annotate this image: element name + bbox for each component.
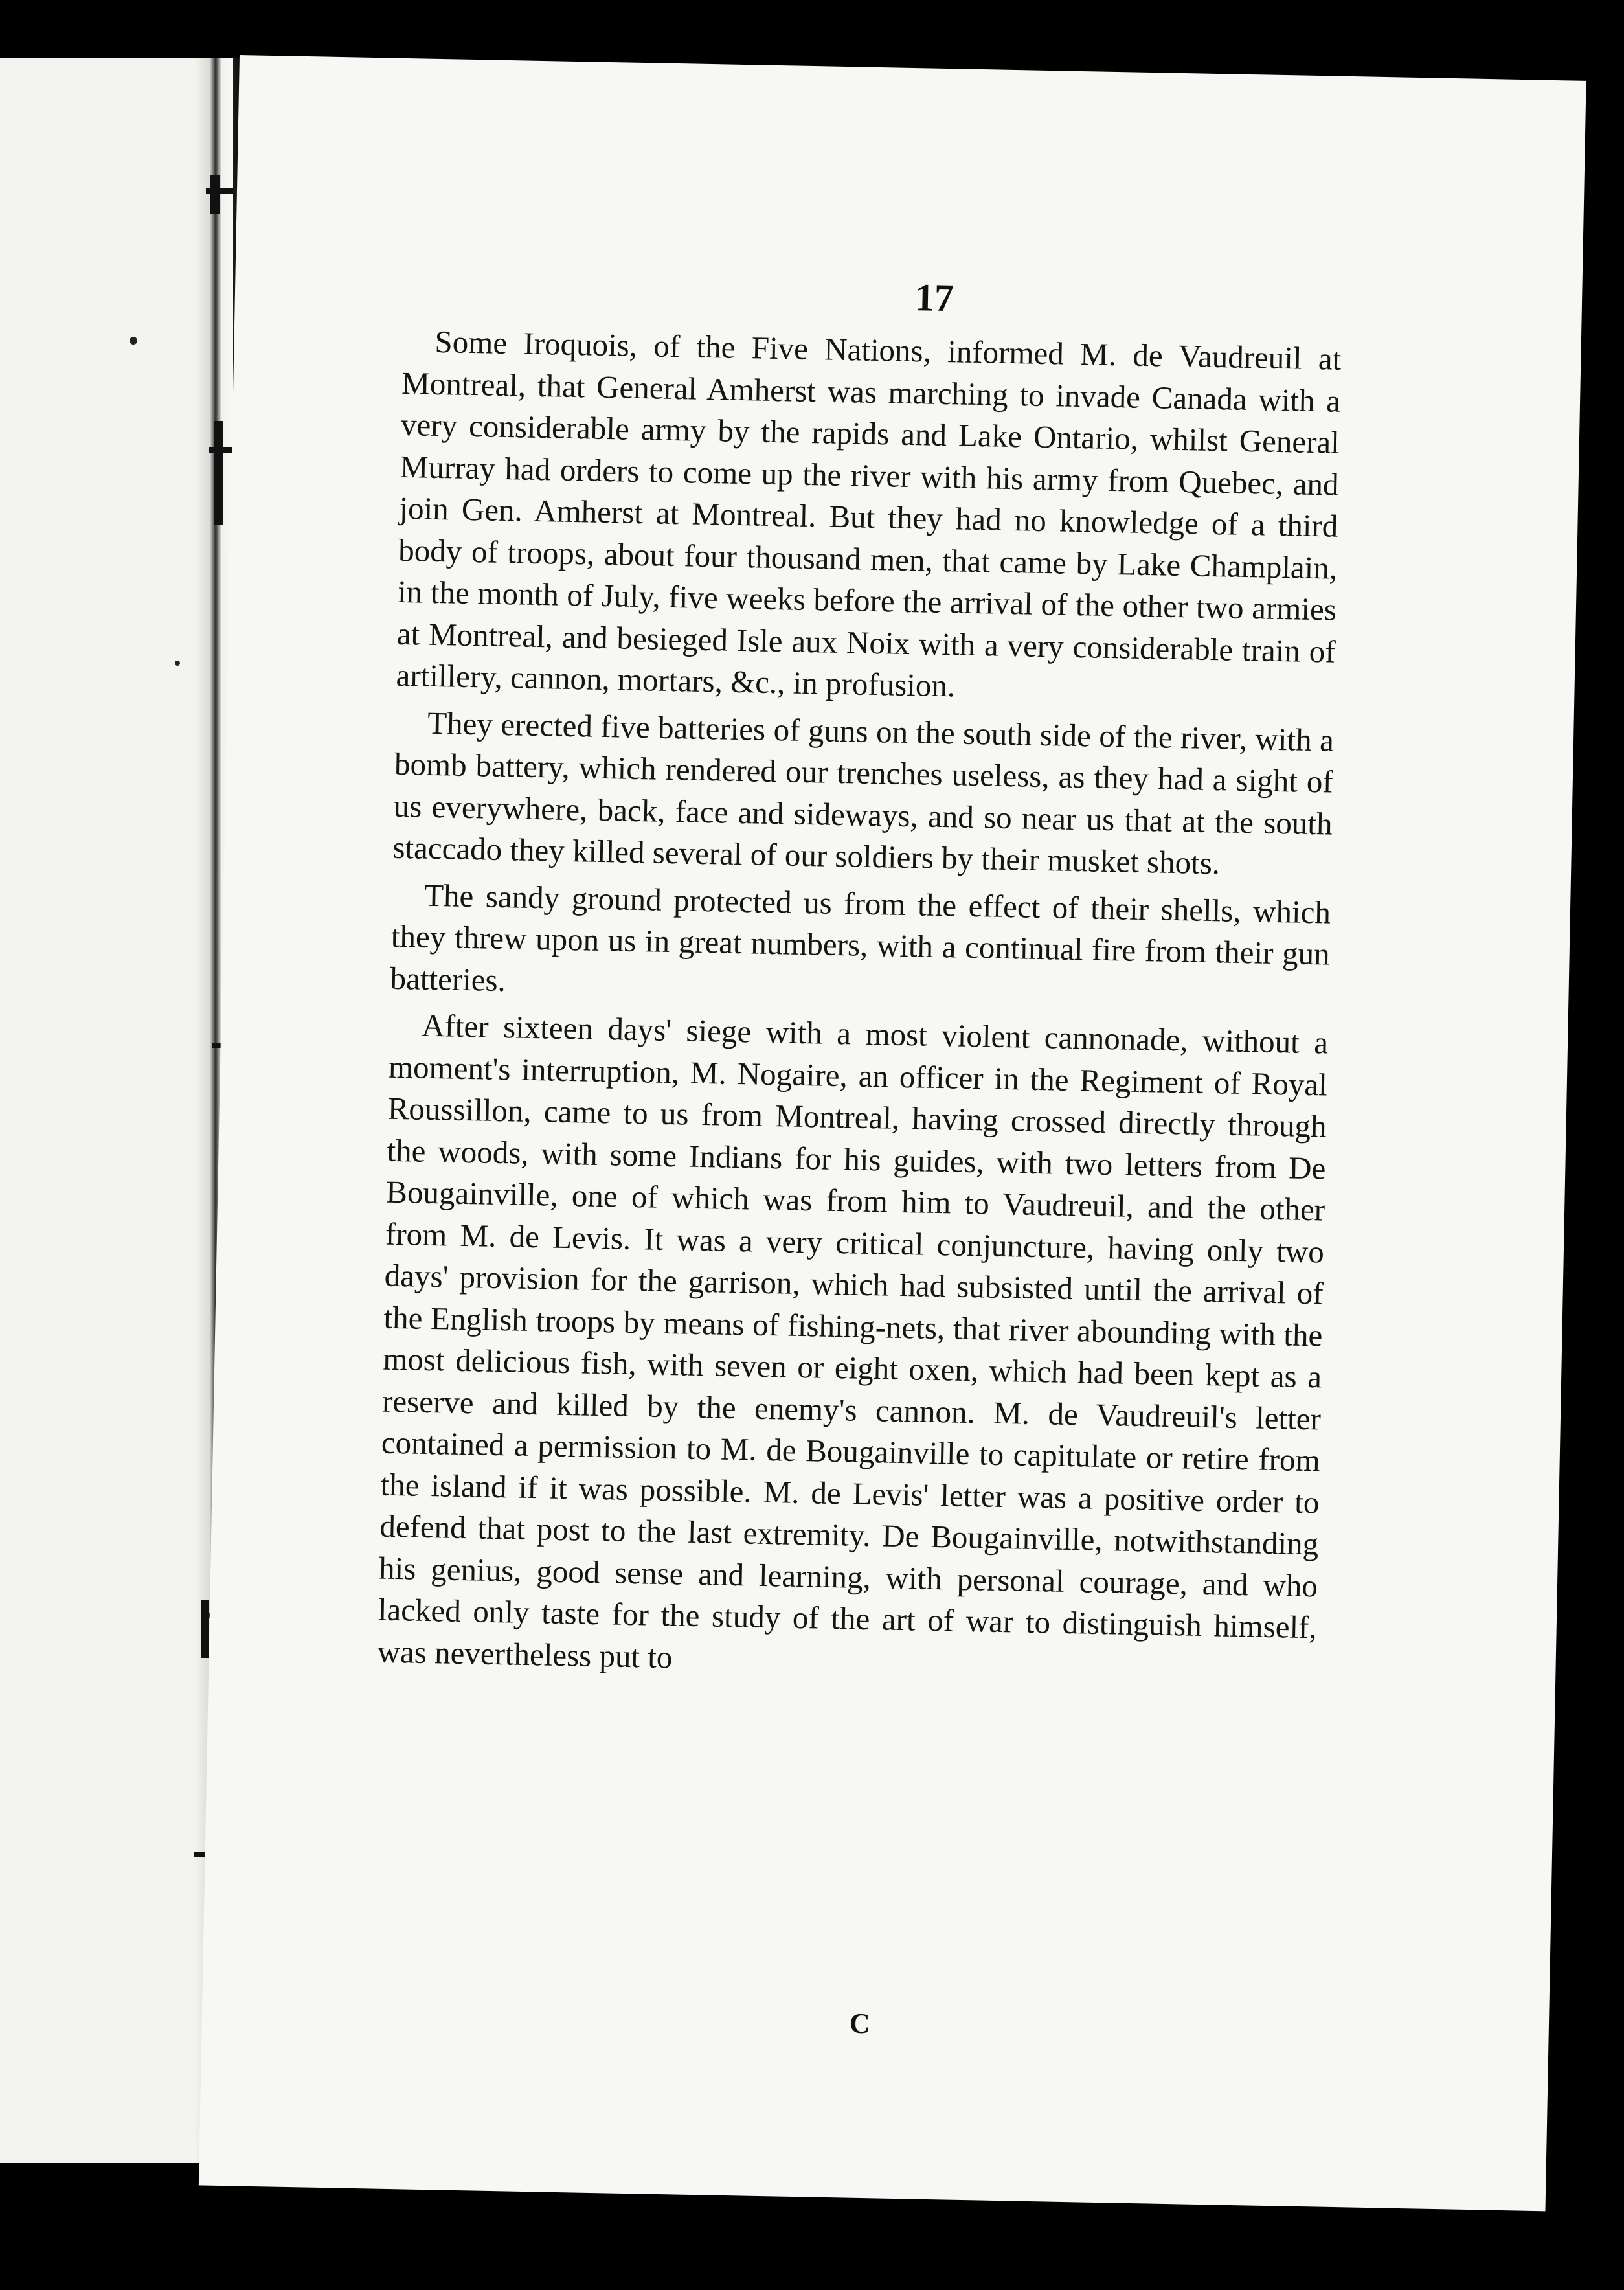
- signature-mark: C: [849, 2007, 871, 2040]
- facing-page: [0, 58, 220, 2163]
- ink-spot: [175, 661, 180, 666]
- binding-stitch: [201, 1600, 209, 1658]
- paragraph-iroquois-report: Some Iroquois, of the Five Nations, informed M. de Vaudreuil at Montreal, that General Amherst was marching to invade Canada with a very considerable army by the rapids and Lake Ontario, whilst General Murray had orders to come up the river with his army from Quebec, and join Gen. Amherst at Montreal. But they had no knowledge of a third body of troops, about four thousand men, that came by Lake Champlain, in the month of July, five weeks before the arrival of the other two armies at Montreal, and besieged Isle aux Noix with a very considerable train of artillery, cannon, mortars, &c., in profusion.: [396, 323, 1342, 704]
- binding-stitch: [210, 175, 220, 214]
- page-number: 17: [914, 276, 954, 320]
- body-text: [377, 321, 1342, 1695]
- paragraph-siege-letters: After sixteen days' siege with a most violent cannonade, without a moment's interruption, M. Nogaire, an officer in the Regiment of Royal Roussillon, came to us from Montreal, having crossed directly through the woods, with some Indians for his guides, with two letters from De Bougainville, one of which was from him to Vaudreuil, and the other from M. de Levis. It was a very critical conjuncture, having only two days' provision for the garrison, which had subsisted until the arrival of the English troops by means of fishing-nets, that river abounding with the most delicious fish, with seven or eight oxen, which had been kept as a reserve and killed by the enemy's cannon. M. de Vaudreuil's letter contained a permission to M. de Bougainville to capitulate or retire from the island if it was possible. M. de Levis' letter was a positive order to defend that post to the last extremity. De Bougainville, notwithstanding his genius, good sense and learning, with personal courage, and who lacked only taste for the study of the art of war to distinguish himself, was nevertheless put to: [377, 1007, 1329, 1675]
- paragraph-sandy-ground: The sandy ground protected us from the effect of their shells, which they threw upon us in great numbers, with a continual fire from their gun batteries.: [390, 877, 1331, 998]
- ink-spot: [130, 337, 137, 345]
- book-page: [199, 55, 1586, 2211]
- binding-stitch: [214, 421, 223, 525]
- paragraph-batteries: They erected five batteries of guns on the south side of the river, with a bomb battery, which rendered our trenches useless, as they had a sight of us everywhere, back, face and sideways, and so near us that at the south staccado they killed several of our soldiers by their musket shots.: [392, 705, 1335, 881]
